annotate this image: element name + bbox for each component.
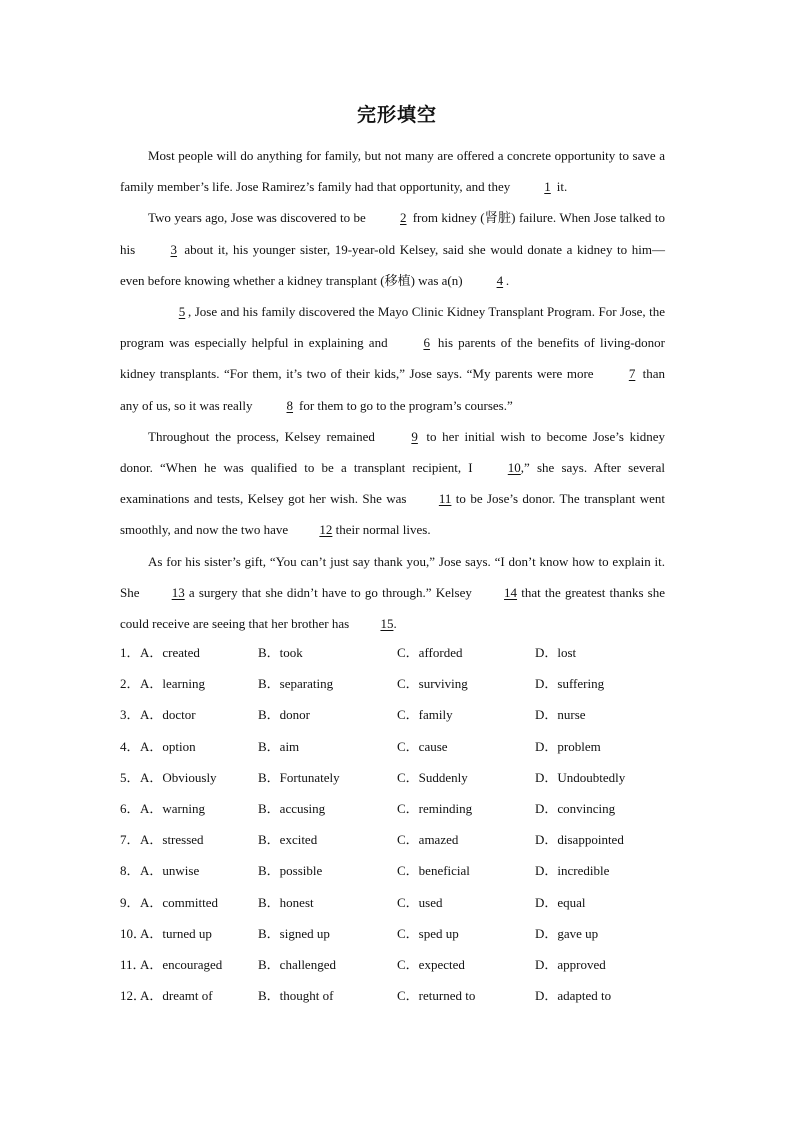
option-d: D．Undoubtedly: [535, 769, 626, 785]
option-row: [120, 980, 680, 1011]
option-a: A．committed: [140, 894, 218, 910]
passage-text: from kidney (肾脏) failure. When Jose talked to his: [120, 210, 665, 257]
option-row: [120, 668, 680, 699]
option-a: A．unwise: [140, 863, 200, 879]
option-c: C．family: [397, 707, 453, 723]
option-b: B．accusing: [258, 800, 326, 816]
blank-2: 2: [400, 210, 407, 226]
option-row: [120, 918, 680, 949]
option-b: B．donor: [258, 707, 311, 723]
option-d: D．convincing: [535, 800, 616, 816]
question-number: 7．: [120, 832, 140, 848]
passage-text: , Jose and his family discovered the Mayo Clinic Kidney Transplant Program. For Jose, the program was especially helpful in explaining and: [120, 304, 665, 351]
option-a: A．created: [140, 645, 200, 660]
blank-13: 13: [171, 584, 185, 600]
option-b: B．thought of: [258, 988, 334, 1004]
passage-paragraph: [120, 202, 665, 296]
question-number: 12．: [120, 988, 147, 1004]
passage-text: .: [505, 272, 510, 288]
option-c: C．cause: [397, 738, 448, 754]
option-a: A．option: [140, 738, 196, 754]
option-a: A．turned up: [140, 925, 212, 941]
option-b: B．honest: [258, 894, 314, 910]
blank-6: 6: [423, 335, 430, 351]
option-d: D．disappointed: [535, 832, 624, 848]
option-a: A．warning: [140, 800, 205, 816]
blank-8: 8: [286, 397, 294, 413]
option-b: B．Fortunately: [258, 769, 340, 785]
option-b: B．took: [258, 645, 303, 660]
option-b: B．signed up: [258, 925, 330, 941]
passage-text: for them to go to the program’s courses.”: [295, 397, 513, 413]
option-d: D．gave up: [535, 925, 599, 941]
option-a: A．doctor: [140, 707, 196, 723]
question-number: 2．: [120, 676, 140, 692]
cloze-passage: [120, 140, 665, 639]
passage-text: .: [393, 616, 397, 632]
option-row: [120, 762, 680, 793]
passage-text: ,” she says. After several examinations and tests, Kelsey got her wish. She was: [120, 460, 665, 507]
passage-text: to be Jose’s donor. The transplant went smoothly, and now the two have: [120, 491, 666, 538]
option-c: C．beneficial: [397, 863, 470, 879]
blank-7: 7: [628, 366, 636, 382]
option-a: A．dreamt of: [140, 988, 213, 1004]
blank-5: 5: [178, 304, 186, 320]
option-b: B．aim: [258, 738, 300, 754]
option-d: D．adapted to: [535, 988, 612, 1004]
option-c: C．reminding: [397, 800, 473, 816]
passage-paragraph: [120, 421, 665, 546]
blank-4: 4: [496, 272, 504, 288]
blank-15: 15: [380, 616, 394, 632]
blank-9: 9: [411, 428, 418, 444]
passage-text: Throughout the process, Kelsey remained: [148, 428, 381, 444]
option-c: C．Suddenly: [397, 769, 468, 785]
question-number: 3．: [120, 707, 140, 723]
option-c: C．afforded: [397, 645, 463, 660]
option-row: [120, 949, 680, 980]
option-a: A．learning: [140, 676, 205, 692]
question-number: 5．: [120, 769, 140, 785]
option-c: C．amazed: [397, 832, 459, 848]
option-d: D．problem: [535, 738, 601, 754]
blank-1: 1: [544, 179, 551, 195]
option-d: D．suffering: [535, 676, 605, 692]
question-number: 10．: [120, 925, 147, 941]
option-row: [120, 824, 680, 855]
option-a: A．encouraged: [140, 956, 223, 972]
passage-text: As for his sister’s gift, “You can’t just say thank you,” Jose says. “I don’t know how to explain it. She: [120, 553, 665, 600]
passage-text: his parents of the benefits of living-donor kidney transplants. “For them, it’s two of their kids,” Jose says. “My parents were more: [120, 335, 665, 382]
question-number: 6．: [120, 800, 140, 816]
passage-text: to her initial wish to become Jose’s kidney donor. “When he was qualified to be a transplant recipient, I: [120, 428, 666, 476]
options-list: [120, 637, 680, 1011]
passage-text: that the greatest thanks she could receive are seeing that her brother has: [120, 584, 666, 632]
option-a: A．stressed: [140, 832, 204, 848]
option-c: C．expected: [397, 956, 465, 972]
passage-text: Most people will do anything for family, but not many are offered a concrete opportunity to save a family member’s life. Jose Ramirez’s family had that opportunity, and they: [120, 148, 665, 195]
option-a: A．Obviously: [140, 769, 217, 785]
question-number: 4．: [120, 738, 140, 754]
option-c: C．used: [397, 894, 443, 910]
option-d: D．nurse: [535, 707, 586, 723]
option-b: B．separating: [258, 676, 334, 692]
passage-text: about it, his younger sister, 19-year-old Kelsey, said she would donate a kidney to him—even before knowing whether a kidney transplant (移植) was a(n): [120, 241, 665, 288]
option-d: D．approved: [535, 956, 606, 972]
option-row: [120, 699, 680, 730]
question-number: 9．: [120, 894, 140, 910]
option-c: C．sped up: [397, 925, 459, 941]
question-number: 11．: [120, 956, 146, 972]
blank-3: 3: [170, 241, 178, 257]
option-d: D．equal: [535, 894, 586, 910]
option-b: B．possible: [258, 863, 323, 879]
blank-12: 12: [319, 522, 333, 538]
option-d: D．lost: [535, 645, 577, 660]
question-number: 1．: [120, 645, 140, 660]
option-row: [120, 637, 680, 668]
blank-14: 14: [504, 584, 518, 600]
passage-text: their normal lives.: [332, 522, 431, 538]
passage-text: it.: [553, 179, 568, 195]
passage-paragraph: [120, 140, 665, 202]
option-row: [120, 793, 680, 824]
question-number: 8．: [120, 863, 140, 879]
blank-10: 10: [507, 460, 521, 476]
passage-text: a surgery that she didn’t have to go through.” Kelsey: [184, 584, 477, 600]
passage-text: Two years ago, Jose was discovered to be: [148, 210, 370, 226]
option-b: B．challenged: [258, 956, 336, 972]
option-row: [120, 887, 680, 918]
option-row: [120, 731, 680, 762]
passage-text: than any of us, so it was really: [120, 366, 665, 413]
option-b: B．excited: [258, 832, 318, 848]
option-d: D．incredible: [535, 863, 610, 879]
passage-paragraph: [120, 546, 665, 640]
passage-paragraph: [120, 296, 665, 421]
option-row: [120, 855, 680, 886]
blank-11: 11: [438, 491, 452, 507]
page-title: 完形填空: [356, 104, 437, 126]
option-c: C．surviving: [397, 676, 468, 692]
option-c: C．returned to: [397, 988, 476, 1004]
